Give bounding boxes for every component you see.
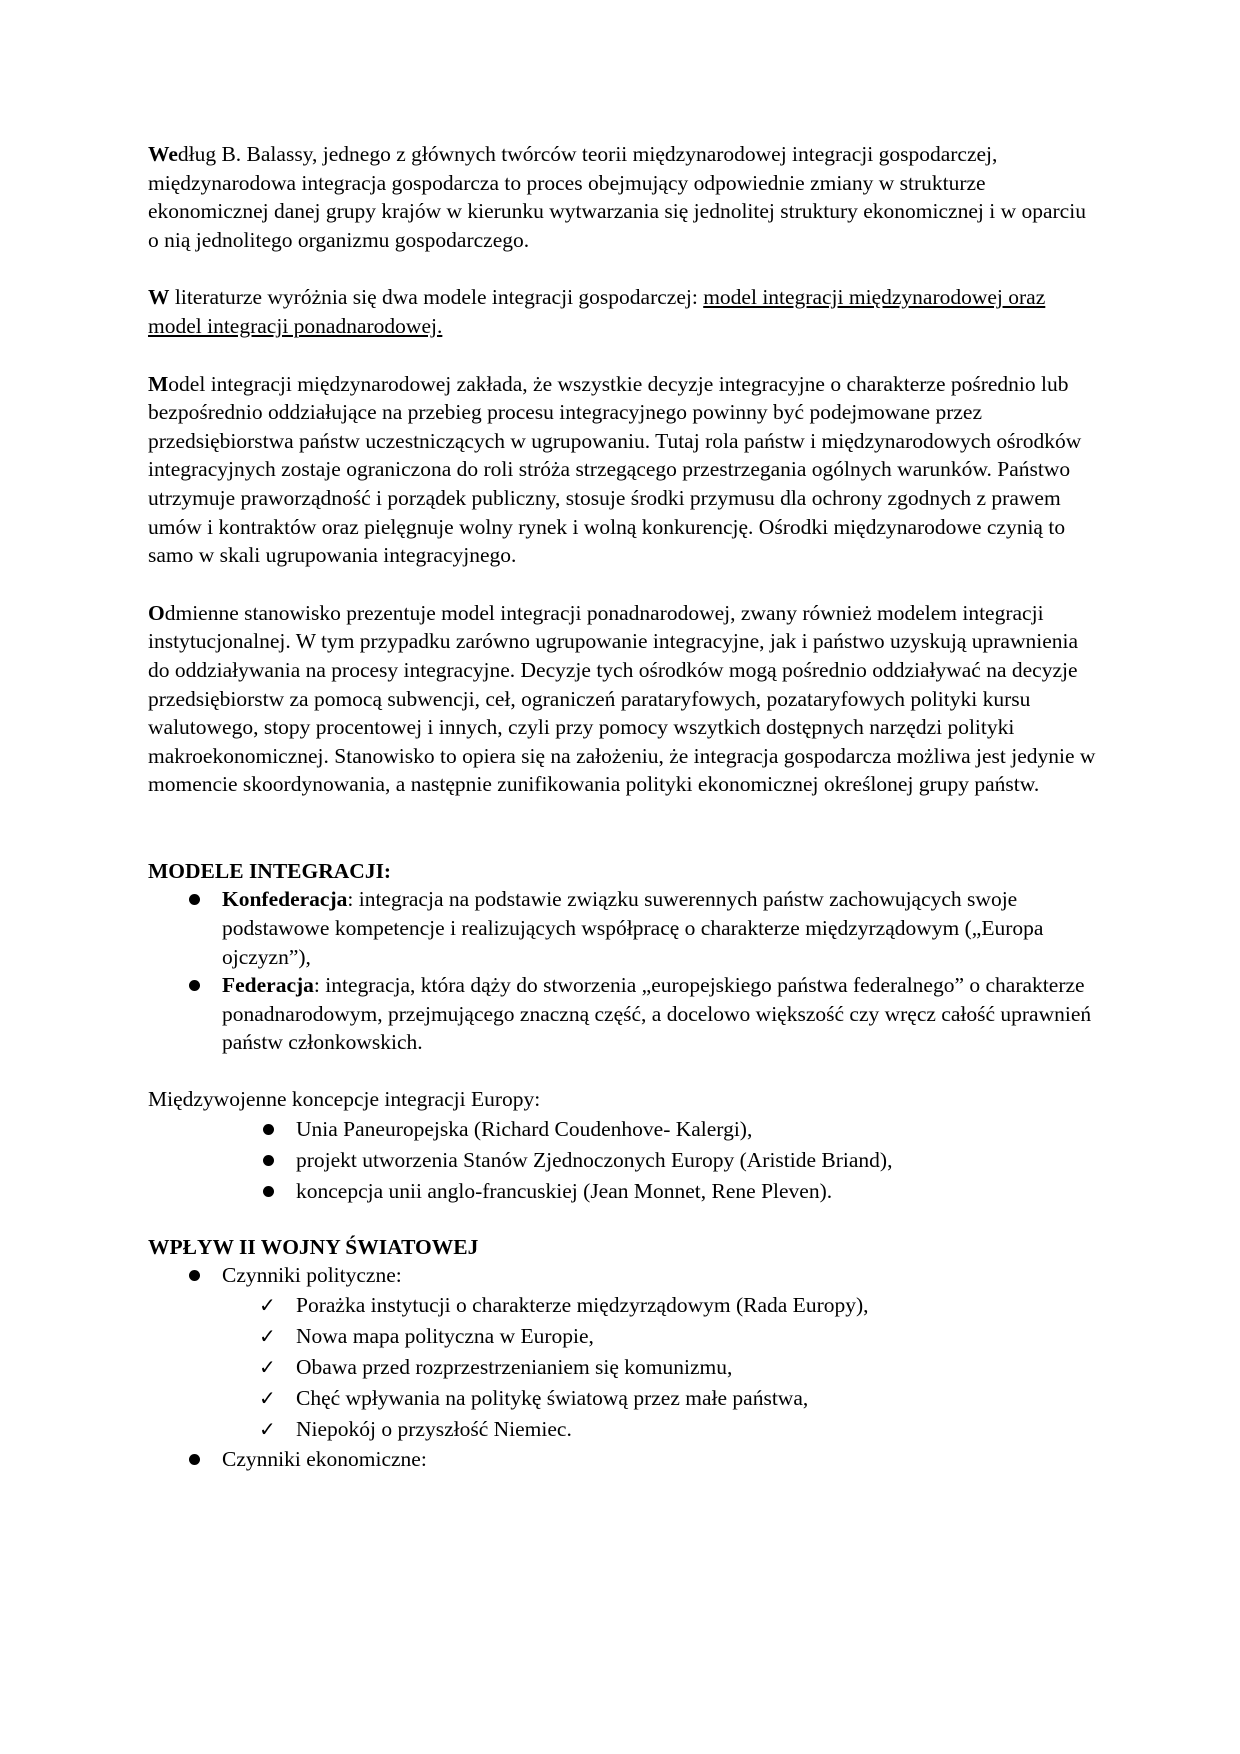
political-label: Czynniki polityczne: <box>222 1263 402 1288</box>
wwii-heading: WPŁYW II WOJNY ŚWIATOWEJ <box>148 1234 479 1259</box>
intl-model-paragraph <box>148 370 1098 570</box>
interwar-item: Unia Paneuropejska (Richard Coudenhove- Kalergi), <box>296 1116 753 1141</box>
intl-model-text: odel integracji międzynarodowej zakłada, że wszystkie decyzje integracyjne o charakterze pośrednio lub bezpośrednio oddziałujące na przebieg procesu integracyjnego powinny być podejmowane przez przedsiębiorstwa państw uczestniczących w ugrupowaniu. Tutaj rola państw i międzynarodowych ośrodków integracyjnych zostaje ograniczona do roli stróża strzegącego przestrzegania ogólnych warunków. Państwo utrzymuje praworządność i porządek publiczny, stosuje środki przymusu dla ochrony zgodnych z prawem umów i kontraktów oraz pielęgnuje wolny rynek i wolną konkurencję. Ośrodki międzynarodowe czynią to samo w skali ugrupowania integracyjnego. <box>148 371 1082 568</box>
supra-model-text: dmienne stanowisko prezentuje model integracji ponadnarodowej, zwany również modelem integracji instytucjonalnej. W tym przypadku zarówno ugrupowanie integracyjne, jak i państwo uzyskują uprawnienia do oddziaływania na procesy integracyjne. Decyzje tych ośrodków mogą pośrednio oddziaływać na decyzje przedsiębiorstw za pomocą subwencji, ceł, ograniczeń parataryfowych, pozataryfowych polityki kursu walutowego, stopy procentowej i innych, czyli przy pomocy wszytkich dostępnych narzędzi polityki makroekonomicznej. Stanowisko to opiera się na założeniu, że integracja gospodarcza możliwa jest jedynie w momencie skoordynowania, a następnie zunifikowania polityki ekonomicznej określonej grupy państw. <box>148 600 1096 797</box>
list-item <box>148 1114 1098 1145</box>
intro-lead: We <box>148 142 178 166</box>
modele-list <box>148 885 1098 1057</box>
list-item <box>148 1445 1098 1474</box>
list-item <box>148 1145 1098 1176</box>
bullet-dot-icon <box>189 1454 200 1465</box>
supra-model-lead: O <box>148 600 165 625</box>
list-item <box>148 1383 1098 1414</box>
checkmark-icon: ✓ <box>259 1354 276 1379</box>
list-item <box>148 1352 1098 1383</box>
intro-paragraph <box>148 140 1098 254</box>
intro-text: dług B. Balassy, jednego z głównych twórców teorii międzynarodowej integracji gospodarczej, międzynarodowa integracja gospodarcza to proces obejmujący odpowiednie zmiany w strukturze ekonomicznej danej grupy krajów w kierunku wytwarzania się jednolitej struktury ekonomicznej i w oparciu o nią jednolitego organizmu gospodarczego. <box>148 142 1086 252</box>
political-item: Niepokój o przyszłość Niemiec. <box>296 1416 572 1441</box>
political-item: Nowa mapa polityczna w Europie, <box>296 1323 594 1348</box>
interwar-intro: Międzywojenne koncepcje integracji Europy: <box>148 1087 541 1112</box>
list-item <box>148 1414 1098 1445</box>
bullet-dot-icon <box>263 1186 274 1197</box>
models-intro-text: literaturze wyróżnia się dwa modele integracji gospodarczej: <box>169 285 704 310</box>
modele-term: Federacja <box>222 973 314 998</box>
list-item <box>148 1321 1098 1352</box>
political-factors-list <box>148 1290 1098 1445</box>
modele-heading: MODELE INTEGRACJI: <box>148 858 392 883</box>
economic-factors-list <box>148 1445 1098 1474</box>
supra-model-paragraph <box>148 599 1098 799</box>
list-item <box>148 1176 1098 1207</box>
checkmark-icon: ✓ <box>259 1416 276 1441</box>
checkmark-icon: ✓ <box>259 1323 276 1348</box>
list-item <box>148 1261 1098 1290</box>
bullet-dot-icon <box>189 894 200 905</box>
checkmark-icon: ✓ <box>259 1385 276 1410</box>
checkmark-icon: ✓ <box>259 1292 276 1317</box>
interwar-item: koncepcja unii anglo-francuskiej (Jean Monnet, Rene Pleven). <box>296 1178 833 1203</box>
bullet-dot-icon <box>263 1124 274 1135</box>
models-intro-paragraph <box>148 283 1098 340</box>
political-item: Chęć wpływania na politykę światową przez małe państwa, <box>296 1385 809 1410</box>
bullet-dot-icon <box>189 980 200 991</box>
political-item: Porażka instytucji o charakterze międzyrządowym (Rada Europy), <box>296 1292 869 1317</box>
modele-text: : integracja, która dąży do stworzenia „europejskiego państwa federalnego” o charakterze ponadnarodowym, przejmującego znaczną część, a docelowo większość czy wręcz całość uprawnień państw członkowskich. <box>222 973 1092 1055</box>
models-intro-underlined: model integracji międzynarodowej oraz model integracji ponadnarodowej. <box>148 285 1046 338</box>
modele-term: Konfederacja <box>222 887 348 912</box>
political-item: Obawa przed rozprzestrzenianiem się komunizmu, <box>296 1354 733 1379</box>
modele-text: : integracja na podstawie związku suwerennych państw zachowujących swoje podstawowe kompetencje i realizujących współpracę o charakterze międzyrządowym („Europa ojczyzn”), <box>222 887 1044 969</box>
intl-model-lead: M <box>148 371 169 396</box>
bullet-dot-icon <box>263 1155 274 1166</box>
document-page <box>148 140 1098 1473</box>
interwar-list <box>148 1114 1098 1207</box>
models-intro-lead: W <box>148 285 170 310</box>
list-item <box>148 971 1098 1057</box>
list-item <box>148 885 1098 971</box>
wwii-factors-list <box>148 1261 1098 1290</box>
list-item <box>148 1290 1098 1321</box>
interwar-item: projekt utworzenia Stanów Zjednoczonych Europy (Aristide Briand), <box>296 1147 893 1172</box>
bullet-dot-icon <box>189 1270 200 1281</box>
economic-label: Czynniki ekonomiczne: <box>222 1446 427 1471</box>
